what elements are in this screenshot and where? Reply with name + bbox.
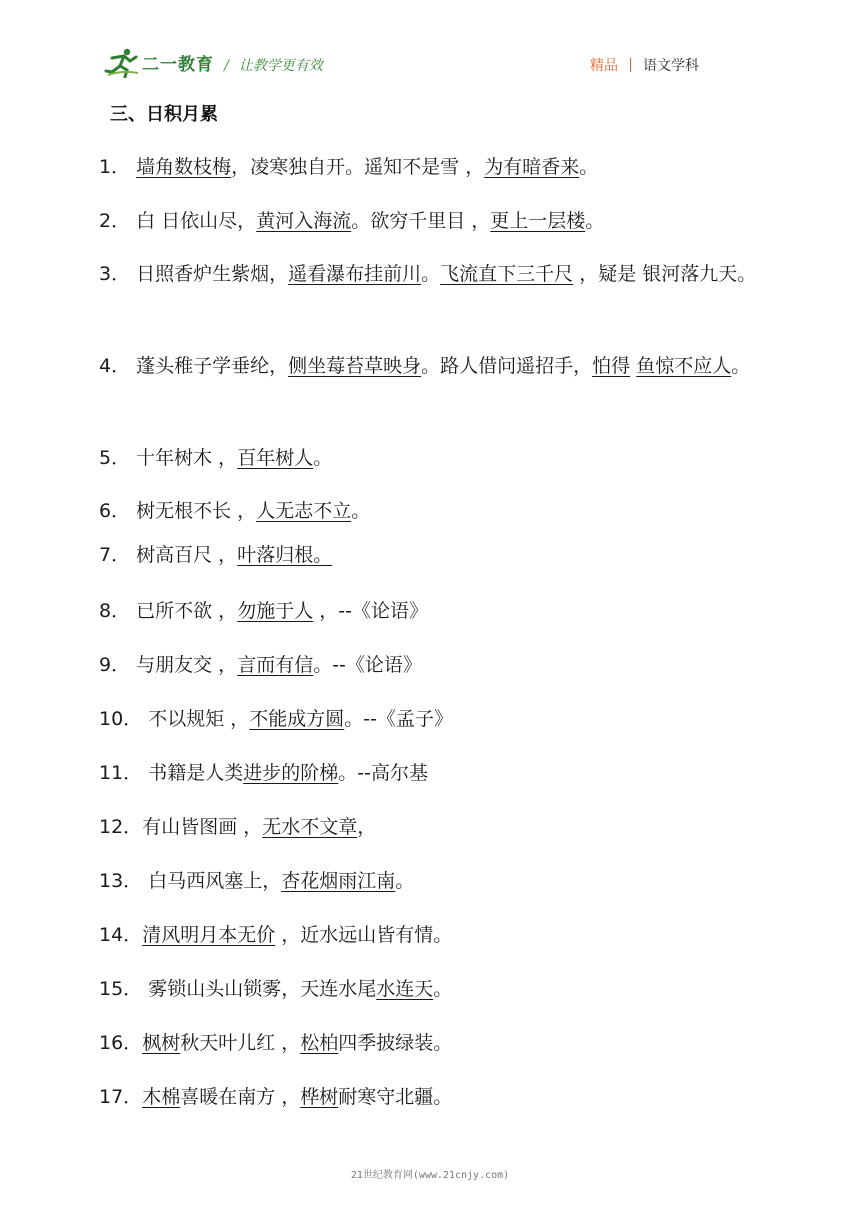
answer-underlined: 鱼惊不应人 <box>636 355 732 377</box>
header-divider <box>630 58 631 72</box>
list-item <box>99 966 764 1012</box>
verse-text: 。欲穷千里目 ， <box>351 210 491 232</box>
answer-underlined: 人无志不立 <box>256 500 352 522</box>
item-number: 15． <box>99 978 143 1000</box>
verse-text: 白 日依山尽， <box>130 210 257 232</box>
list-item <box>99 588 764 634</box>
list-item <box>99 435 764 481</box>
answer-underlined: 侧坐莓苔草映身 <box>288 355 422 377</box>
subject-label: 语文学科 <box>643 58 699 74</box>
answer-underlined: 更上一层楼 <box>490 210 586 232</box>
item-number: 11． <box>99 762 143 784</box>
verse-text: 。--高尔基 <box>338 762 428 784</box>
answer-underlined: 桦树 <box>300 1086 339 1108</box>
answer-underlined: 飞流直下三千尺 <box>440 263 574 285</box>
item-number: 17． <box>99 1086 143 1108</box>
answer-underlined: 松柏 <box>300 1032 339 1054</box>
verse-text: 。 <box>579 156 599 178</box>
verse-text: 秋天叶儿红 ， <box>180 1032 301 1054</box>
list-item <box>99 198 764 244</box>
brand-logo[interactable] <box>104 46 214 78</box>
item-number: 3． <box>99 263 131 285</box>
verse-text: ，--《论语》 <box>313 600 428 622</box>
verse-text: 有山皆图画 ， <box>142 816 263 838</box>
verse-text: 日照香炉生紫烟， <box>130 263 289 285</box>
list-item <box>99 696 764 742</box>
verse-text: 树无根不长 ， <box>130 500 257 522</box>
verse-text: 喜暖在南方 ， <box>180 1086 301 1108</box>
answer-underlined: 遥看瀑布挂前川 <box>288 263 422 285</box>
item-number: 7． <box>99 544 131 566</box>
item-number: 1． <box>99 156 131 178</box>
verse-text: 。路人借问遥招手， <box>421 355 593 377</box>
verse-text: 。--《孟子》 <box>344 708 454 730</box>
logo-text: 二一教育 <box>142 54 214 75</box>
answer-underlined: 不能成方圆 <box>249 708 345 730</box>
item-number: 10． <box>99 708 143 730</box>
verse-text: 雾锁山头山锁雾，天连水尾 <box>142 978 377 1000</box>
answer-underlined: 叶落归根。 <box>237 544 333 566</box>
verse-text: ，近水远山皆有情。 <box>275 924 453 946</box>
verse-text: 与朋友交 ， <box>130 654 238 676</box>
verse-text: ，凌寒独自开。遥知不是雪 ， <box>231 156 485 178</box>
item-number: 2． <box>99 210 131 232</box>
answer-underlined: 墙角数枝梅 <box>136 156 232 178</box>
verse-text: 。 <box>421 263 441 285</box>
verse-text: 。--《论语》 <box>313 654 422 676</box>
item-number: 14． <box>99 924 143 946</box>
item-number: 8． <box>99 600 131 622</box>
slogan-separator: / <box>224 58 229 74</box>
item-number: 4． <box>99 355 131 377</box>
verse-text: 不以规矩 ， <box>142 708 250 730</box>
quality-badge: 精品 <box>590 58 618 74</box>
list-item <box>99 1074 764 1120</box>
item-number: 6． <box>99 500 131 522</box>
slogan <box>224 55 323 75</box>
list-item <box>99 804 764 850</box>
list-item <box>99 532 764 578</box>
verse-text: 耐寒守北疆。 <box>338 1086 453 1108</box>
page-header <box>0 0 860 92</box>
answer-underlined: 进步的阶梯 <box>243 762 339 784</box>
section-title: 三、日积月累 <box>110 104 218 125</box>
verse-text: ，疑是 银河落九天。 <box>573 263 757 285</box>
list-item <box>99 144 764 190</box>
verse-text: 已所不欲 ， <box>130 600 238 622</box>
verse-text: 。 <box>351 500 371 522</box>
verse-text: 。 <box>313 447 333 469</box>
answer-underlined: 枫树 <box>142 1032 181 1054</box>
list-item <box>99 750 764 796</box>
list-item <box>99 858 764 904</box>
answer-underlined: 为有暗香来 <box>484 156 580 178</box>
runner-logo-icon <box>104 46 140 78</box>
answer-underlined: 木棉 <box>142 1086 181 1108</box>
item-number: 12． <box>99 816 143 838</box>
answer-underlined: 勿施于人 <box>237 600 314 622</box>
list-item <box>99 1020 764 1066</box>
list-item <box>99 642 764 688</box>
verse-text: 四季披绿装。 <box>338 1032 453 1054</box>
verse-text: 。 <box>433 978 453 1000</box>
verse-text: ， <box>357 816 377 838</box>
verse-text: 树高百尺 ， <box>130 544 238 566</box>
verse-text: 。 <box>395 870 415 892</box>
answer-underlined: 清风明月本无价 <box>142 924 276 946</box>
verse-text: 。 <box>585 210 605 232</box>
verse-text: 白马西风塞上， <box>142 870 282 892</box>
page-footer: 21世纪教育网(www.21cnjy.com) <box>350 1170 510 1181</box>
item-number: 9． <box>99 654 131 676</box>
answer-underlined: 怕得 <box>592 355 631 377</box>
answer-underlined: 杏花烟雨江南 <box>281 870 396 892</box>
verse-text: 。 <box>731 355 751 377</box>
slogan-text: 让教学更有效 <box>238 58 323 74</box>
list-item <box>99 488 764 534</box>
answer-underlined: 黄河入海流 <box>256 210 352 232</box>
list-item <box>99 912 764 958</box>
verse-text: 十年树木 ， <box>130 447 238 469</box>
answer-underlined: 言而有信 <box>237 654 314 676</box>
list-item <box>99 343 764 389</box>
verse-text: 书籍是人类 <box>142 762 244 784</box>
item-number: 16． <box>99 1032 143 1054</box>
item-number: 5． <box>99 447 131 469</box>
item-number: 13． <box>99 870 143 892</box>
header-meta <box>590 55 699 75</box>
answer-underlined: 水连天 <box>376 978 434 1000</box>
list-item <box>99 251 764 297</box>
verse-text: 蓬头稚子学垂纶， <box>130 355 289 377</box>
answer-underlined: 百年树人 <box>237 447 314 469</box>
answer-underlined: 无水不文章 <box>262 816 358 838</box>
